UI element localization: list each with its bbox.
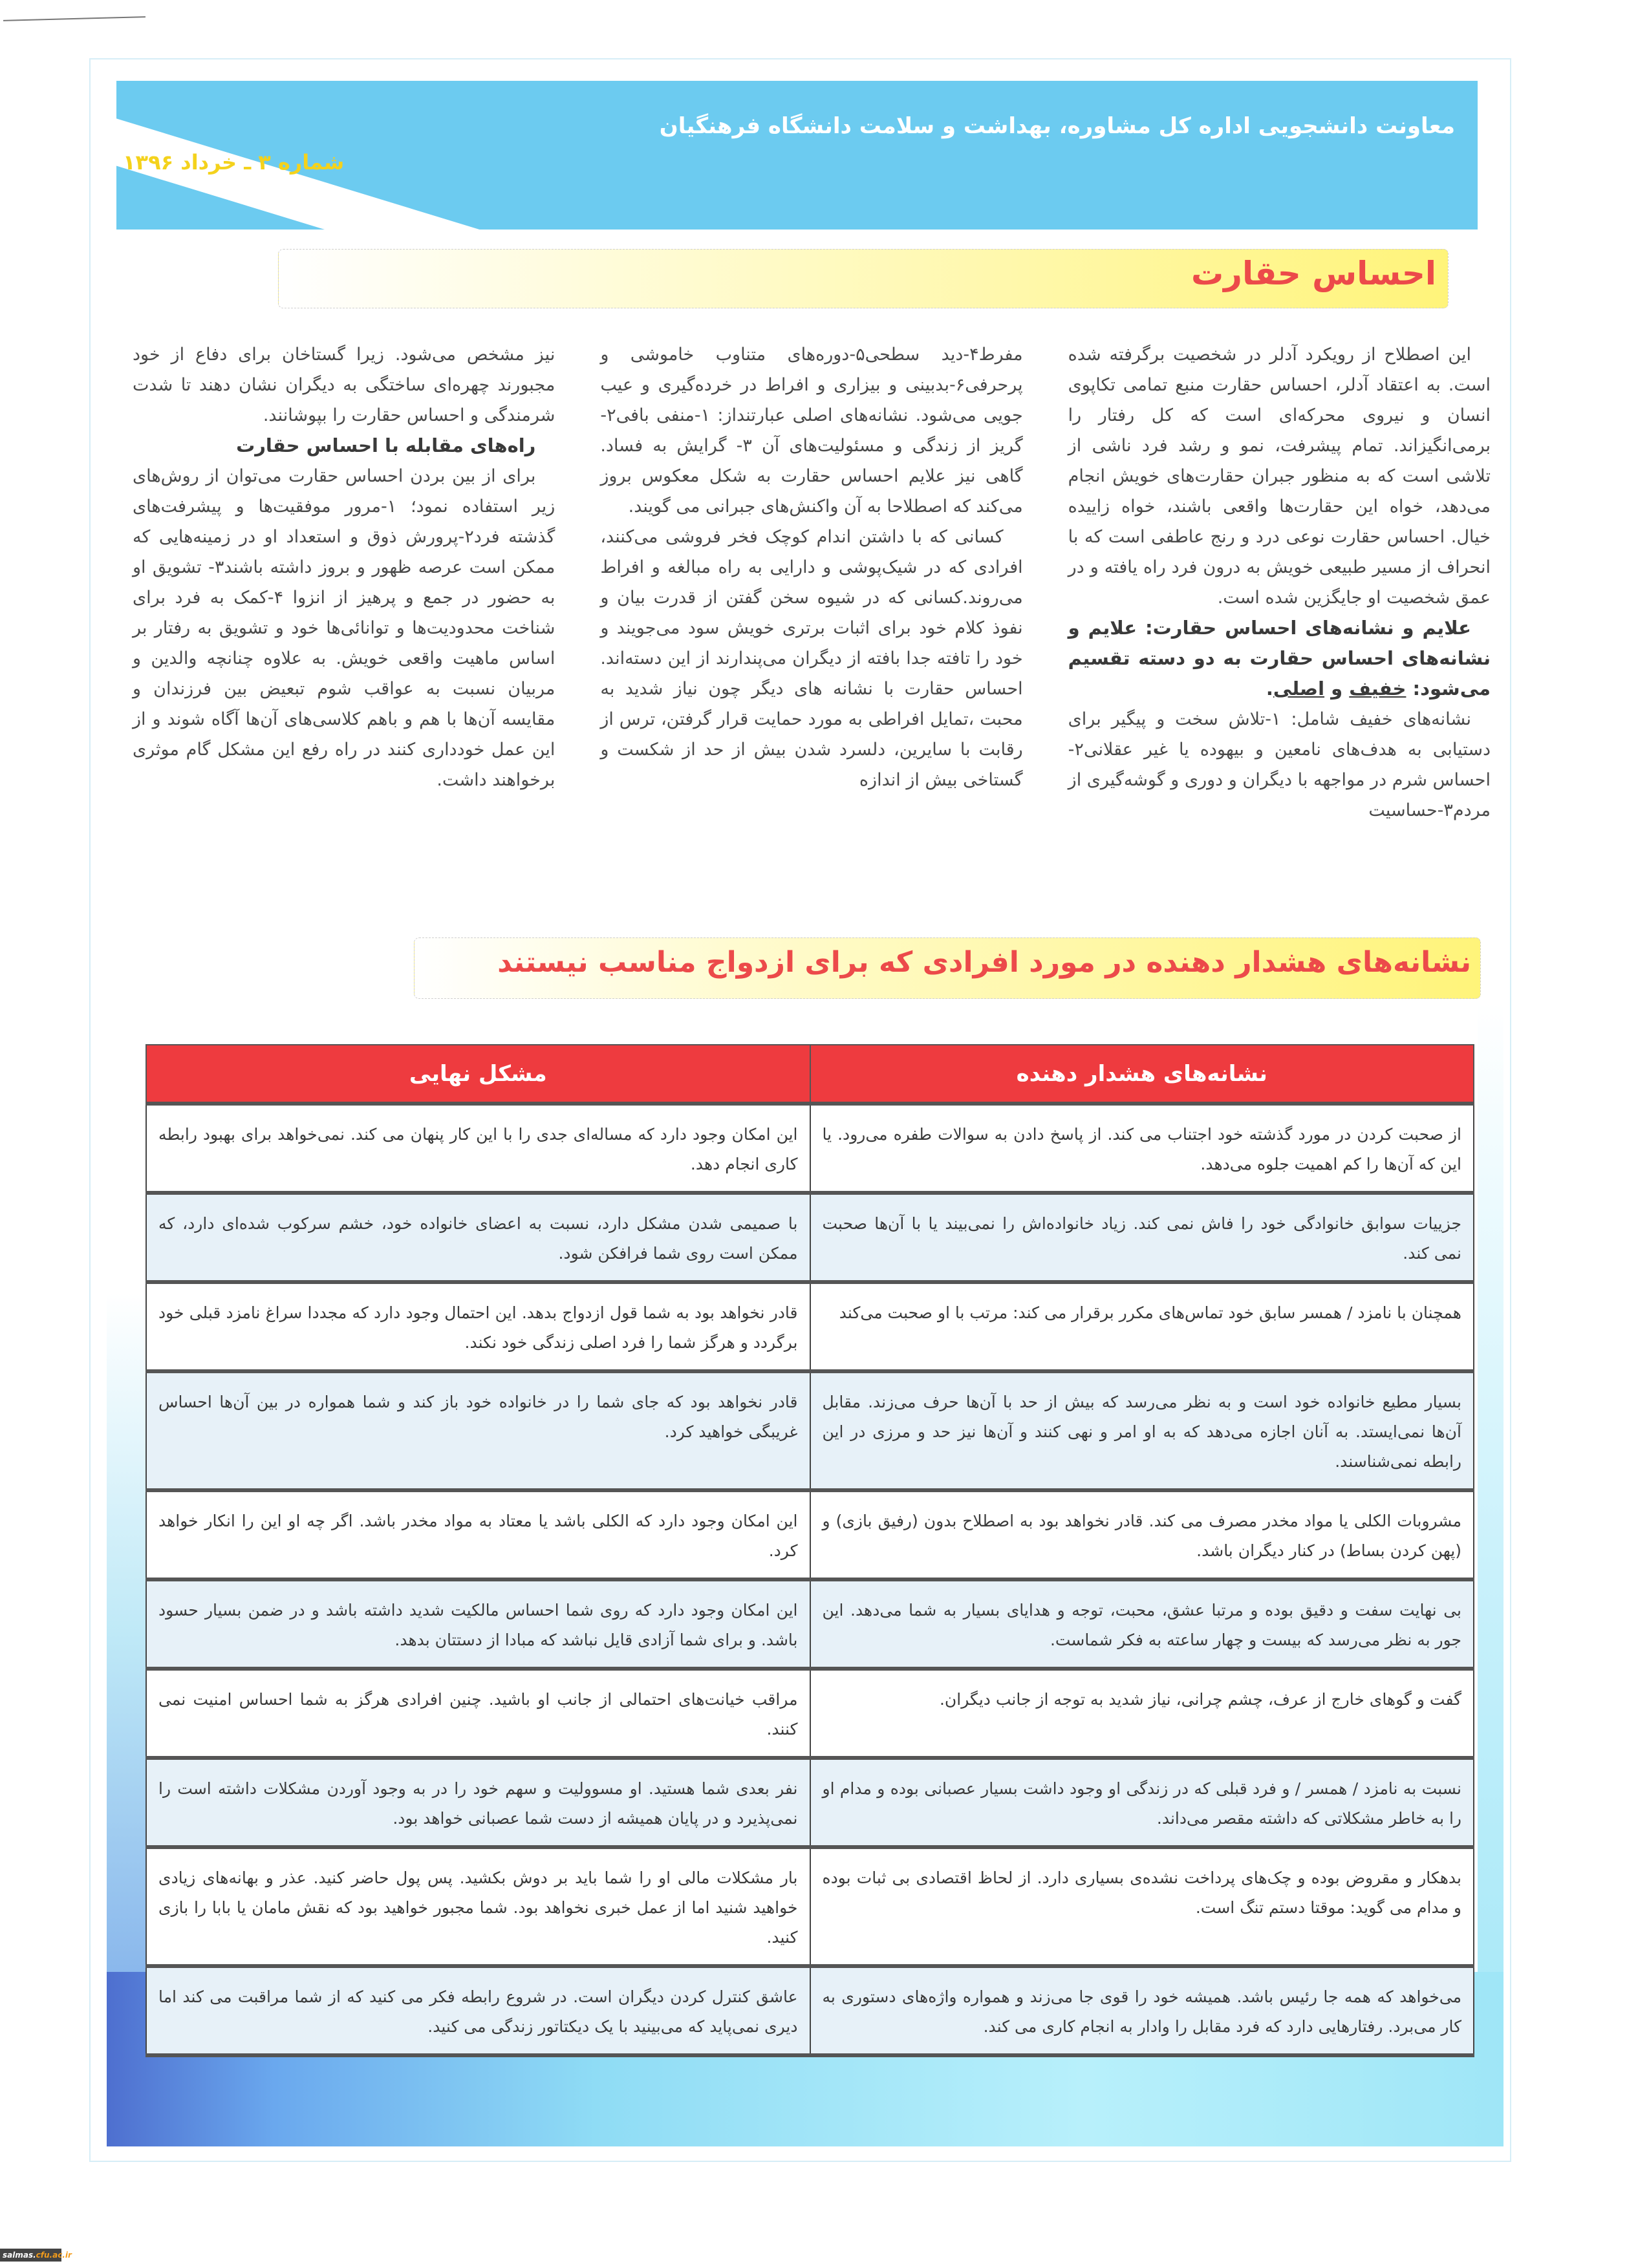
paragraph: کسانی که با داشتن اندام کوچک فخر فروشی می‌کنند، افرادی که در شیک‌پوشی و دارایی به راه مبالغه و افراط می‌روند.کسانی که در شیوه سخن گفتن از قدرت بیان و نفوذ کلام خود برای اثبات برتری خویش سود می‌جویند و خود را تافته جدا بافته از دیگران می‌پندارند از این دسته‌اند. احساس حقارت با نشانه های دیگر چون نیاز شدید به محبت ،تمایل افراطی به مورد حمایت قرار گرفتن، ترس از رقابت با سایرین، دلسرد شدن بیش از حد از شکست و گستاخی بیش از اندازه	[600, 527, 1023, 790]
mild-label: خفیف	[1349, 678, 1406, 700]
warning-sign-cell: مشروبات الکلی یا مواد مخدر مصرف می کند. قادر نخواهد بود به اصطلاح بدون (رفیق بازی) و (پهن کردن بساط) در کنار دیگران باشد.	[810, 1490, 1474, 1579]
paragraph: این اصطلاح از رویکرد آدلر در شخصیت برگرفته شده است. به اعتقاد آدلر، احساس حقارت منبع تمامی تکاپوی انسان و نیروی محرکه‌ای است که کل رفتار را برمی‌انگیزاند. تمام پیشرفت، نمو و رشد فرد ناشی از تلاشی است که به منظور جبران حقارت‌های خویش انجام می‌دهد، خواه این حقارت‌ها واقعی باشند، خواه زاییده خیال. احساس حقارت نوعی درد و رنج عاطفی است که با انحراف از مسیر طبیعی خویش به درون فرد راه یافته و در عمق شخصیت او جایگزین شده است.	[1068, 345, 1491, 608]
final-problem-cell: این امکان وجود دارد که الکلی باشد یا معتاد به مواد مخدر باشد. اگر چه او این را انکار خواهد کرد.	[146, 1490, 810, 1579]
paragraph: مفرط۴-دید سطحی۵-دوره‌های متناوب خاموشی و پرحرفی۶-بدبینی و بیزاری و افراط در خرده‌گیری و عیب جویی می‌شود. نشانه‌های اصلی عبارتنداز: ۱-منفی بافی۲-گریز از زندگی و مسئولیت‌های آن ۳- گرایش به فساد. گاهی نیز علایم احساس حقارت به شکل معکوس بروز می‌کند که اصطلاحا به آن واکنش‌های جبرانی می گویند.	[600, 345, 1023, 517]
table-body	[146, 1104, 1474, 2055]
scan-artifact-line	[3, 16, 146, 21]
article-column-3	[133, 339, 555, 908]
issue-number-date: شماره ۳ ـ خرداد ۱۳۹۶	[123, 150, 345, 175]
coping-subheading: راه‌های مقابله با احساس حقارت	[236, 434, 536, 456]
warning-signs-table	[146, 1044, 1474, 2057]
warning-sign-cell: همچنان با نامزد / همسر سابق خود تماس‌های مکرر برقرار می کند: مرتب با او صحبت می‌کند	[810, 1282, 1474, 1371]
article-column-1	[1068, 339, 1491, 908]
warning-sign-cell: جزییات سوابق خانوادگی خود را فاش نمی کند. زیاد خانواده‌اش را نمی‌بیند یا با آن‌ها صحبت نمی کند.	[810, 1193, 1474, 1282]
organization-title: معاونت دانشجویی اداره کل مشاوره، بهداشت و سلامت دانشگاه فرهنگیان	[659, 113, 1455, 139]
warning-title-box	[414, 937, 1481, 999]
symptoms-subheading	[1068, 613, 1491, 704]
table-row	[146, 1193, 1474, 1282]
warning-sign-cell: گفت و گوهای خارج از عرف، چشم چرانی، نیاز شدید به توجه از جانب دیگران.	[810, 1669, 1474, 1758]
site-suffix: cfu.ac.ir	[36, 2251, 72, 2260]
final-problem-cell: این امکان وجود دارد که روی شما احساس مالکیت شدید داشته باشد و در ضمن بسیار حسود باشد. و برای شما آزادی قایل نباشد که مبادا از دستتان بدهد.	[146, 1579, 810, 1669]
final-problem-cell: با صمیمی شدن مشکل دارد، نسبت به اعضای خانواده خود، خشم سرکوب شده‌ای دارد، که ممکن است روی شما فرافکن شود.	[146, 1193, 810, 1282]
table-row	[146, 1371, 1474, 1490]
final-problem-cell: این امکان وجود دارد که مساله‌ای جدی را با این کار پنهان می کند. نمی‌خواهد برای بهبود رابطه کاری انجام دهد.	[146, 1104, 810, 1193]
table-header-row	[146, 1045, 1474, 1104]
header-final-problem: مشکل نهایی	[146, 1045, 810, 1104]
article-title-box	[278, 249, 1449, 308]
table-row	[146, 1579, 1474, 1669]
table-row	[146, 1104, 1474, 1193]
main-label: اصلی	[1273, 678, 1325, 700]
paragraph: برای از بین بردن احساس حقارت می‌توان از روش‌های زیر استفاده نمود؛ ۱-مرور موفقیت‌ها و پیشرفت‌های گذشته فرد۲-پرورش ذوق و استعداد او در زمینه‌هایی که ممکن است عرصه ظهور و بروز داشته باشند۳- تشویق او به حضور در جمع و پرهیز از انزوا ۴-کمک به فرد برای شناخت محدودیت‌ها و توانائی‌ها خود و تشویق به رفتار بر اساس ماهیت واقعی خویش. به علاوه چنانچه والدین و مربیان نسبت به عواقب شوم تبعیض بین فرزندان و مقایسه آن‌ها با هم و باهم کلاسی‌های آن‌ها آگاه شوند و از این عمل خودداری کنند در راه رفع این مشکل گام موثری برخواهند داشت.	[133, 466, 555, 790]
final-problem-cell: عاشق کنترل کردن دیگران است. در شروع رابطه فکر می کنید که از شما مراقبت می کند اما دیری نمی‌پاید که می‌بینید با یک دیکتاتور زندگی می کنید.	[146, 1966, 810, 2055]
warning-sign-cell: نسبت به نامزد / همسر / و فرد قبلی که در زندگی او وجود داشت بسیار عصبانی بوده و مدام او را به خاطر مشکلاتی که داشته مقصر می‌داند.	[810, 1758, 1474, 1847]
table-row	[146, 1758, 1474, 1847]
table-row	[146, 1847, 1474, 1966]
article-column-2	[600, 339, 1022, 908]
paragraph: نشانه‌های خفیف شامل: ۱-تلاش سخت و پیگیر برای دستیابی به هدف‌های نامعین و بیهوده یا غیر عقلانی۲-احساس شرم در مواجهه با دیگران و دوری و گوشه‌گیری از مردم۳-حساسیت	[1068, 709, 1491, 820]
table-row	[146, 1282, 1474, 1371]
subheading-text: علایم و نشانه‌های احساس حقارت: علایم و نشانه‌های احساس حقارت به دو دسته تقسیم می‌شود:	[1068, 617, 1491, 700]
site-watermark	[0, 2249, 72, 2262]
final-problem-cell: نفر بعدی شما هستید. او مسوولیت و سهم خود را در به وجود آوردن مشکلات داشته است را نمی‌پذیرد و در پایان همیشه از دست شما عصبانی خواهد بود.	[146, 1758, 810, 1847]
header-warning-signs: نشانه‌های هشدار دهنده	[810, 1045, 1474, 1104]
final-problem-cell: بار مشکلات مالی او را شما باید بر دوش بکشید. پس پول حاضر کنید. عذر و بهانه‌های زیادی خواهید شنید اما از عمل خبری نخواهد بود. شما مجبور خواهید بود که نقش مامان یا بابا را بازی کنید.	[146, 1847, 810, 1966]
warning-sign-cell: بسیار مطیع خانواده خود است و به نظر می‌رسد که بیش از حد با آن‌ها حرف می‌زند. مقابل آن‌ها نمی‌ایستد. به آنان اجازه می‌دهد که به او امر و نهی کنند و آن‌ها نیز حد و مرزی در این رابطه نمی‌شناسند.	[810, 1371, 1474, 1490]
table-row	[146, 1669, 1474, 1758]
final-problem-cell: قادر نخواهد بود که جای شما را در خانواده خود باز کند و شما همواره در بین آن‌ها احساس غریبگی خواهید کرد.	[146, 1371, 810, 1490]
final-problem-cell: مراقب خیانت‌های احتمالی از جانب او باشید. چنین افرادی هرگز به شما احساس امنیت نمی کنند.	[146, 1669, 810, 1758]
article-columns	[133, 339, 1491, 908]
final-problem-cell: قادر نخواهد بود به شما قول ازدواج بدهد. این احتمال وجود دارد که مجددا سراغ نامزد قبلی خود برگردد و هرگز شما را فرد اصلی زندگی خود نکند.	[146, 1282, 810, 1371]
table-row	[146, 1490, 1474, 1579]
site-prefix: salmas.	[3, 2251, 36, 2260]
warning-section-title: نشانه‌های هشدار دهنده در مورد افرادی که برای ازدواج مناسب نیستند	[497, 946, 1471, 979]
warning-sign-cell: بی نهایت سفت و دقیق بوده و مرتبا عشق، محبت، توجه و هدایای بسیار به شما می‌دهد. این جور به نظر می‌رسد که بیست و چهار ساعته به فکر شماست.	[810, 1579, 1474, 1669]
paragraph: نیز مشخص می‌شود. زیرا گستاخان برای دفاع از خود مجبورند چهره‌ای ساختگی به دیگران نشان دهند تا شدت شرمندگی و احساس حقارت را بپوشانند.	[133, 345, 555, 425]
warning-sign-cell: بدهکار و مقروض بوده و چک‌های پرداخت نشده‌ی بسیاری دارد. از لحاظ اقتصادی بی ثبات بوده و مدام می گوید: موقتا دستم تنگ است.	[810, 1847, 1474, 1966]
period: .	[1266, 678, 1273, 700]
joiner: و	[1324, 678, 1350, 700]
article-title: احساس حقارت	[1191, 255, 1436, 292]
warning-sign-cell: از صحبت کردن در مورد گذشته خود اجتناب می کند. از پاسخ دادن به سوالات طفره می‌رود. یا این که آن‌ها را کم اهمیت جلوه می‌دهد.	[810, 1104, 1474, 1193]
warning-sign-cell: می‌خواهد که همه جا رئیس باشد. همیشه خود را قوی جا می‌زند و همواره واژه‌های دستوری به کار می‌برد. رفتارهایی دارد که فرد مقابل را وادار به انجام کاری می کند.	[810, 1966, 1474, 2055]
table-row	[146, 1966, 1474, 2055]
